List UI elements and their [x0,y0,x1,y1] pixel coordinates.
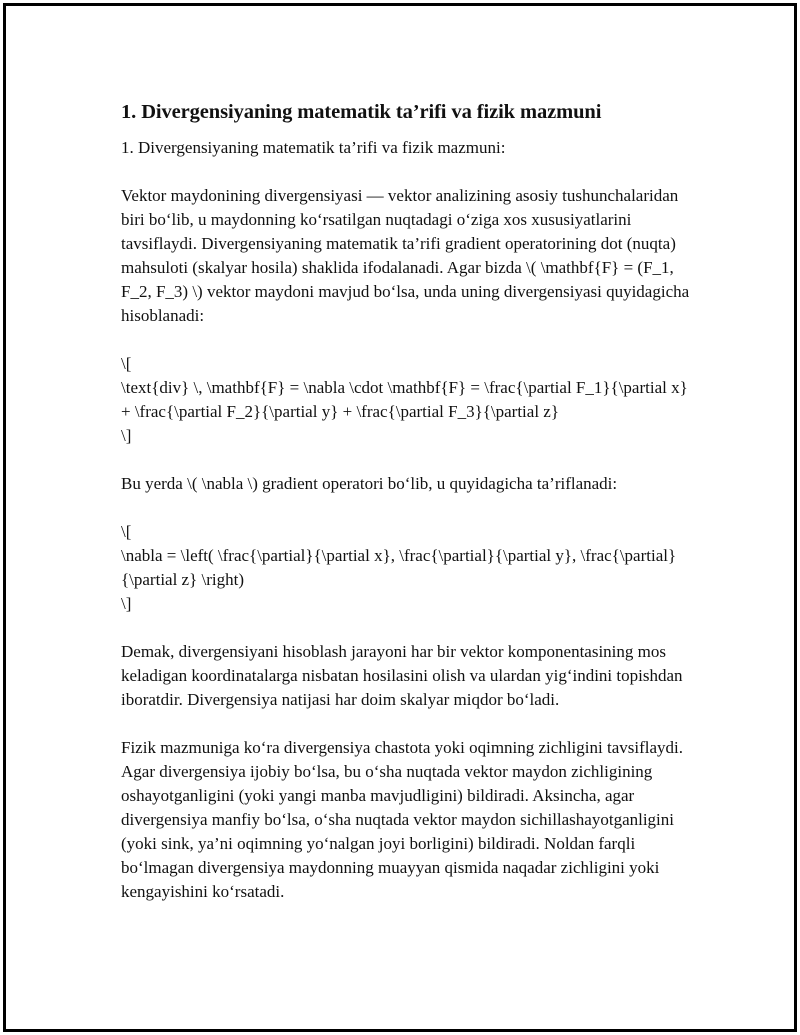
formula-close: \] [121,426,132,445]
intro-paragraph: 1. Divergensiyaning matematik ta’rifi va fizik mazmuni: [121,138,506,157]
formula-open: \[ [121,354,132,373]
physical-meaning-paragraph: Fizik mazmuniga ko‘ra divergensiya chastota yoki oqimning zichligini tavsiflaydi. Agar divergensiya ijobiy bo‘lsa, bu o‘sha nuqtada vektor maydon zichligining oshayotganligini (yoki yangi manba mavjudligini) bildiradi. Aksincha, agar divergensiya manfiy bo‘lsa, o‘sha nuqtada vektor maydon sichillashayotganligini (yoki sink, ya’ni oqimning yo‘nalgan joyi borligini) bildiradi. Noldan farqli bo‘lmagan divergensiya maydonning muayyan qismida naqadar zichligini yoki kengayishini ko‘rsatadi. [121,738,683,901]
page-title: 1. Divergensiyaning matematik ta’rifi va fizik mazmuni [121,101,602,123]
summary-paragraph: Demak, divergensiyani hisoblash jarayoni har bir vektor komponentasining mos keladigan koordinatalarga nisbatan hosilasini olish va ulardan yig‘indini topishdan iboratdir. Divergensiya natijasi har doim skalyar miqdor bo‘ladi. [121,642,683,709]
nabla-formula [121,520,701,616]
page-frame [3,3,797,1032]
document-body [121,99,701,928]
formula-close: \] [121,594,132,613]
definition-paragraph: Vektor maydonining divergensiyasi — vektor analizining asosiy tushunchalaridan biri bo‘lib, u maydonning ko‘rsatilgan nuqtadagi o‘ziga xos xususiyatlarini tavsiflaydi. Divergensiyaning matematik ta’rifi gradient operatorining dot (nuqta) mahsuloti (skalyar hosila) shaklida ifodalanadi. Agar bizda \( \mathbf{F} = (F_1, F_2, F_3) \) vektor maydoni mavjud bo‘lsa, unda uning divergensiyasi quyidagicha hisoblanadi: [121,186,690,325]
nabla-intro-paragraph: Bu yerda \( \nabla \) gradient operatori bo‘lib, u quyidagicha ta’riflanadi: [121,474,618,493]
formula-body: \text{div} \, \mathbf{F} = \nabla \cdot \mathbf{F} = \frac{\partial F_1}{\partial x} + \frac{\partial F_2}{\partial y} + \frac{\partial F_3}{\partial z} [121,378,688,421]
divergence-formula [121,352,701,448]
formula-open: \[ [121,522,132,541]
formula-body: \nabla = \left( \frac{\partial}{\partial x}, \frac{\partial}{\partial y}, \frac{\partial}{\partial z} \right) [121,546,677,589]
